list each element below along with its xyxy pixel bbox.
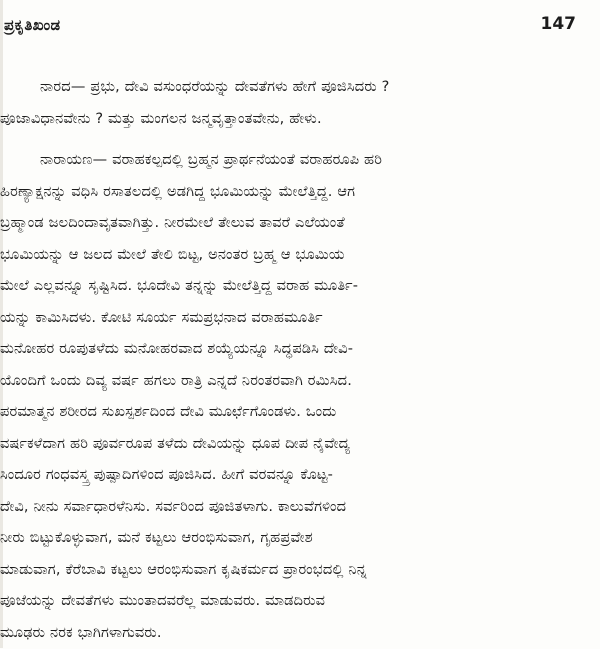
text-line: ವರ್ಷಕಳೆದಾಗ ಹರಿ ಪೂರ್ವರೂಪ ತಳೆದು ದೇವಿಯನ್ನು ಧೂಪ ದೀಪ ನೈವೇದ್ಯ [0, 429, 586, 461]
text-line: ಮಾಡುವಾಗ, ಕೆರೆಬಾವಿ ಕಟ್ಟಲು ಆರಂಭಿಸುವಾಗ ಕೃಷಿಕರ್ಮದ ಪ್ರಾರಂಭದಲ್ಲಿ ನಿನ್ನ [0, 555, 586, 587]
text-line: ಬ್ರಹ್ಮಾಂಡ ಜಲದಿಂದಾವೃತವಾಗಿತ್ತು. ನೀರಮೇಲೆ ತೇಲುವ ತಾವರೆ ಎಲೆಯಂತೆ [0, 208, 586, 240]
page-number: 147 [541, 14, 577, 34]
text-line: ನಾರಾಯಣ— ವರಾಹಕಲ್ಪದಲ್ಲಿ ಬ್ರಹ್ಮನ ಪ್ರಾರ್ಥನೆಯಂತೆ ವರಾಹರೂಪಿ ಹರಿ [0, 145, 586, 177]
text-line: ಮೂಢರು ನರಕ ಭಾಗಿಗಳಾಗುವರು. [0, 618, 586, 649]
body-text [0, 72, 586, 649]
text-line: ಪರಮಾತ್ಮನ ಶರೀರದ ಸುಖಸ್ಪರ್ಶದಿಂದ ದೇವಿ ಮೂರ್ಛೆಗೊಂಡಳು. ಒಂದು [0, 397, 586, 429]
text-line: ಪೂಜಾವಿಧಾನವೇನು ? ಮತ್ತು ಮಂಗಲನ ಜನ್ಮವೃತ್ತಾಂತವೇನು, ಹೇಳು. [0, 104, 586, 136]
text-line: ಮನೋಹರ ರೂಪುತಳೆದು ಮನೋಹರವಾದ ಶಯ್ಯೆಯನ್ನೂ ಸಿದ್ಧಪಡಿಸಿ ದೇವಿ- [0, 334, 586, 366]
running-head: ಪ್ರಕೃತಿಖಂಡ [4, 16, 60, 34]
text-line: ಭೂಮಿಯನ್ನು ಆ ಜಲದ ಮೇಲೆ ತೇಲಿ ಬಿಟ್ಟ, ಅನಂತರ ಬ್ರಹ್ಮ ಆ ಭೂಮಿಯ [0, 240, 586, 272]
text-line: ಪೂಜೆಯನ್ನು ದೇವತೆಗಳು ಮುಂತಾದವರೆಲ್ಲ ಮಾಡುವರು. ಮಾಡದಿರುವ [0, 586, 586, 618]
text-line: ಹಿರಣ್ಯಾಕ್ಷನನ್ನು ವಧಿಸಿ ರಸಾತಲದಲ್ಲಿ ಅಡಗಿದ್ದ ಭೂಮಿಯನ್ನು ಮೇಲೆತ್ತಿದ್ದ. ಆಗ [0, 177, 586, 209]
text-line: ನೀರು ಬಿಟ್ಟುಕೊಳ್ಳುವಾಗ, ಮನೆ ಕಟ್ಟಲು ಆರಂಭಿಸುವಾಗ, ಗೃಹಪ್ರವೇಶ [0, 523, 586, 555]
text-line: ಮೇಲೆ ಎಲ್ಲವನ್ನೂ ಸೃಷ್ಟಿಸಿದ. ಭೂದೇವಿ ತನ್ನನ್ನು ಮೇಲೆತ್ತಿದ್ದ ವರಾಹ ಮೂರ್ತಿ- [0, 271, 586, 303]
text-line: ಯನ್ನು ಕಾಮಿಸಿದಳು. ಕೋಟಿ ಸೂರ್ಯ ಸಮಪ್ರಭನಾದ ವರಾಹಮೂರ್ತಿ [0, 303, 586, 335]
text-line: ನಾರದ— ಪ್ರಭು, ದೇವಿ ವಸುಂಧರೆಯನ್ನು ದೇವತೆಗಳು ಹೇಗೆ ಪೂಜಿಸಿದರು ? [0, 72, 586, 104]
text-line: ದೇವಿ, ನೀನು ಸರ್ವಾಧಾರಳೆನಿಸು. ಸರ್ವರಿಂದ ಪೂಜಿತಳಾಗು. ಕಾಲುವೆಗಳಿಂದ [0, 492, 586, 524]
text-line: ಸಿಂದೂರ ಗಂಧವಸ್ತ್ರ ಪುಷ್ಪಾದಿಗಳಿಂದ ಪೂಜಿಸಿದ. ಹೀಗೆ ವರವನ್ನೂ ಕೊಟ್ಟ- [0, 460, 586, 492]
text-line: ಯೊಂದಿಗೆ ಒಂದು ದಿವ್ಯ ವರ್ಷ ಹಗಲು ರಾತ್ರಿ ಎನ್ನದೆ ನಿರಂತರವಾಗಿ ರಮಿಸಿದ. [0, 366, 586, 398]
paragraph-gap [0, 135, 586, 145]
